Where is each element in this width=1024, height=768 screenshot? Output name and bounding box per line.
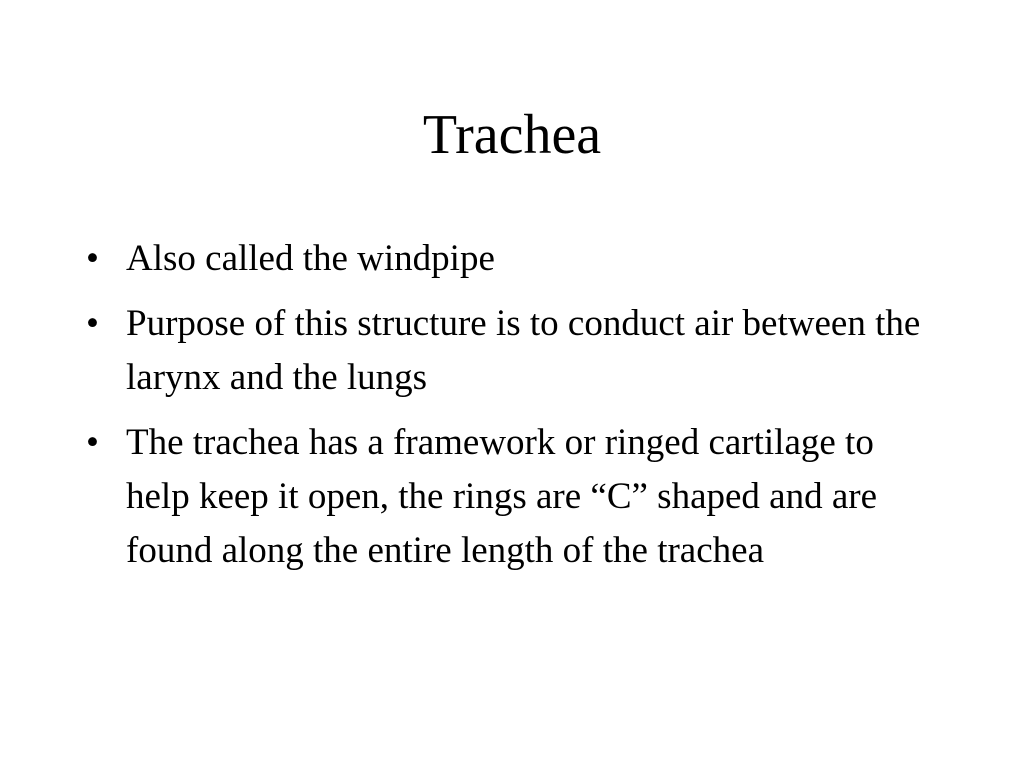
bullet-text: The trachea has a framework or ringed cartilage to help keep it open, the rings are “C” shaped and are found along the entire length of the trachea [126, 422, 878, 571]
bullet-marker: • [86, 422, 99, 463]
bullet-item [80, 416, 940, 578]
bullet-marker: • [86, 238, 99, 279]
bullet-marker: • [86, 303, 99, 344]
bullet-text: Purpose of this structure is to conduct air between the larynx and the lungs [126, 303, 921, 398]
bullet-list [80, 232, 940, 589]
bullet-text: Also called the windpipe [126, 238, 495, 279]
slide-title: Trachea [422, 104, 602, 166]
bullet-item [80, 232, 940, 286]
bullet-item [80, 297, 940, 405]
